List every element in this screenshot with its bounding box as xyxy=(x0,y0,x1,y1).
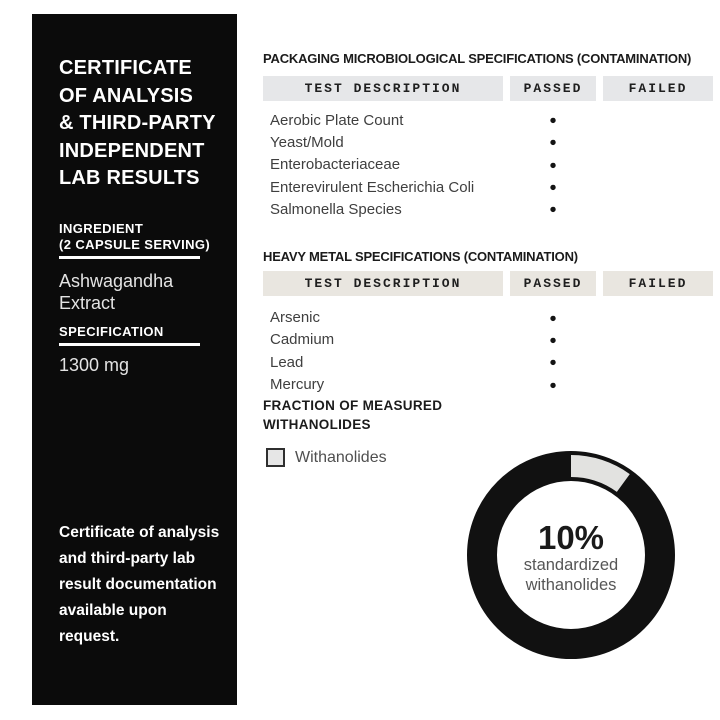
legend-label: Withanolides xyxy=(295,448,387,466)
column-header-test-description: TEST DESCRIPTION xyxy=(263,76,503,101)
ingredient-value xyxy=(59,270,223,314)
column-header-failed: FAILED xyxy=(603,76,713,101)
column-header-passed: PASSED xyxy=(510,76,596,101)
ingredient-divider xyxy=(59,256,200,260)
column-header-failed: FAILED xyxy=(603,271,713,296)
passed-dot-icon: ● xyxy=(549,355,557,370)
specification-divider xyxy=(59,343,200,347)
passed-dot-icon: ● xyxy=(549,135,557,150)
passed-dot-icon: ● xyxy=(549,377,557,392)
sidebar-title-line: LAB RESULTS xyxy=(59,167,200,189)
passed-dot-icon: ● xyxy=(549,180,557,195)
table-header-row xyxy=(263,271,713,296)
table-header-row xyxy=(263,76,713,101)
table-row xyxy=(263,198,713,220)
test-name-cell: Enterevirulent Escherichia Coli xyxy=(270,178,475,196)
test-name-cell: Enterobacteriaceae xyxy=(270,156,401,174)
test-name-cell: Salmonella Species xyxy=(270,200,402,218)
passed-cell xyxy=(510,351,596,373)
sidebar-title xyxy=(59,55,223,193)
sidebar-title-line: OF ANALYSIS xyxy=(59,84,194,107)
passed-dot-icon: ● xyxy=(549,157,557,172)
footnote-line: Certificate of analysis xyxy=(59,524,220,541)
sidebar-footnote xyxy=(59,520,225,650)
test-name-cell: Cadmium xyxy=(270,331,335,349)
ingredient-label xyxy=(59,221,223,254)
test-name-cell: Lead xyxy=(270,353,304,371)
passed-cell xyxy=(510,109,596,131)
ingredient-label-line2: (2 CAPSULE SERVING) xyxy=(59,237,211,252)
ingredient-value-line2: Extract xyxy=(59,293,116,313)
sidebar-title-line: & THIRD-PARTY xyxy=(59,112,216,134)
test-name-cell: Yeast/Mold xyxy=(270,133,344,151)
fraction-section-title xyxy=(263,396,713,435)
table-row xyxy=(263,131,713,153)
table-row xyxy=(263,329,713,351)
donut-center-caption-line1: standardized xyxy=(523,556,619,574)
passed-cell xyxy=(510,307,596,329)
table-row xyxy=(263,373,713,395)
table-row xyxy=(263,109,713,131)
passed-cell xyxy=(510,176,596,198)
microbiological-table-title: PACKAGING MICROBIOLOGICAL SPECIFICATIONS (CONTAMINATION) xyxy=(263,51,692,66)
passed-cell xyxy=(510,131,596,153)
passed-dot-icon: ● xyxy=(549,332,557,347)
heavy-metal-table-title: HEAVY METAL SPECIFICATIONS (CONTAMINATION) xyxy=(263,249,578,265)
passed-cell xyxy=(510,198,596,220)
passed-cell xyxy=(510,374,596,396)
sidebar-title-line: INDEPENDENT xyxy=(59,139,205,162)
passed-dot-icon: ● xyxy=(549,310,557,325)
footnote-line: available upon xyxy=(59,602,167,619)
donut-center-caption-line2: withanolides xyxy=(525,576,617,594)
heavy-metal-table-section xyxy=(263,249,713,395)
legend-swatch-icon xyxy=(266,448,285,467)
donut-center-label xyxy=(466,450,676,660)
passed-dot-icon: ● xyxy=(549,202,557,217)
sidebar-title-line: CERTIFICATE xyxy=(59,57,192,79)
specification-value: 1300 mg xyxy=(59,355,130,375)
fraction-title-line1: FRACTION OF MEASURED xyxy=(263,397,443,413)
passed-cell xyxy=(510,329,596,351)
passed-cell xyxy=(510,154,596,176)
test-name-cell: Aerobic Plate Count xyxy=(270,111,404,129)
table-body xyxy=(263,306,713,395)
fraction-title-line2: WITHANOLIDES xyxy=(263,417,371,433)
test-name-cell: Mercury xyxy=(270,376,325,394)
ingredient-label-line1: INGREDIENT xyxy=(59,220,144,236)
passed-dot-icon: ● xyxy=(549,113,557,128)
table-row xyxy=(263,306,713,328)
ingredient-value-line1: Ashwagandha xyxy=(59,271,174,291)
donut-center-value: 10% xyxy=(537,519,605,556)
test-name-cell: Arsenic xyxy=(270,309,321,327)
column-header-test-description: TEST DESCRIPTION xyxy=(263,271,503,296)
sidebar-panel xyxy=(32,14,237,705)
table-body xyxy=(263,109,713,220)
table-row xyxy=(263,176,713,198)
footnote-line: request. xyxy=(59,628,120,645)
footnote-line: and third-party lab xyxy=(59,550,196,567)
table-row xyxy=(263,351,713,373)
microbiological-table-section xyxy=(263,51,713,220)
content-column xyxy=(263,0,713,467)
column-header-passed: PASSED xyxy=(510,271,596,296)
donut-chart xyxy=(466,450,676,660)
footnote-line: result documentation xyxy=(59,576,217,593)
table-row xyxy=(263,154,713,176)
specification-label: SPECIFICATION xyxy=(59,324,164,339)
